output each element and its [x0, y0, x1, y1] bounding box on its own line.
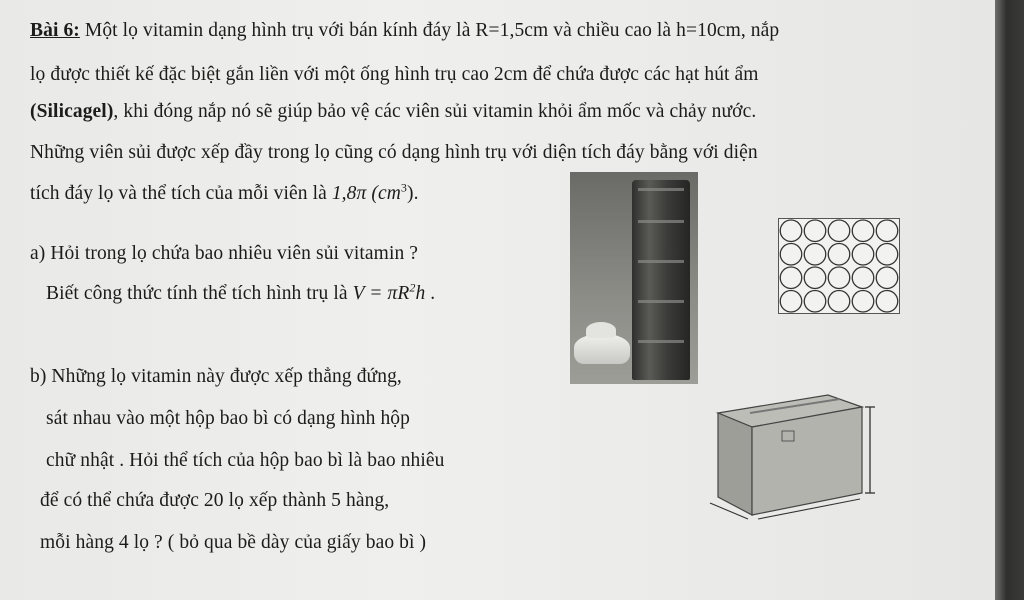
problem-title: Bài 6:: [30, 20, 80, 41]
grid-circle: [804, 291, 826, 313]
grid-circle: [852, 267, 874, 289]
grid-circle: [804, 244, 826, 266]
part-b-line-3: chữ nhật . Hỏi thể tích của hộp bao bì là bao nhiêu: [46, 450, 445, 471]
intro-line-5: tích đáy lọ và thể tích của mỗi viên là 1,8π $(cm^3)$.: [30, 180, 419, 204]
circle-grid-diagram: [778, 218, 900, 314]
page-edge-shadow: [995, 0, 1024, 600]
grid-circle: [876, 220, 898, 242]
tube-icon: [632, 180, 690, 380]
grid-circle: [828, 220, 850, 242]
grid-circle: [804, 267, 826, 289]
part-b-line-2: sát nhau vào một hộp bao bì có dạng hình hộp: [46, 408, 411, 429]
grid-circle: [780, 220, 802, 242]
part-b-line-1: b) Những lọ vitamin này được xếp thẳng đứng,: [30, 366, 402, 387]
grid-circle: [828, 244, 850, 266]
silicagel-term: (Silicagel): [30, 101, 114, 122]
grid-circle: [876, 267, 898, 289]
grid-circle: [876, 291, 898, 313]
grid-circle: [780, 267, 802, 289]
grid-circle: [828, 267, 850, 289]
pill-volume: 1,8π (cm: [331, 183, 401, 204]
intro-line-3: (Silicagel), khi đóng nắp nó sẽ giúp bảo vệ các viên sủi vitamin khỏi ẩm mốc và chảy nước.: [30, 101, 757, 122]
cylinder-formula: $V = \pi R^2h$: [352, 280, 426, 304]
tube-lid-icon: [574, 322, 630, 366]
part-a-question: a) Hỏi trong lọ chứa bao nhiêu viên sủi vitamin ?: [30, 243, 419, 264]
intro-line-2: lọ được thiết kế đặc biệt gắn liền với một ống hình trụ cao 2cm để chứa được các hạt hút ẩm: [30, 64, 759, 85]
grid-circle: [852, 244, 874, 266]
grid-circle: [852, 291, 874, 313]
vitamin-tube-photo: [570, 172, 698, 384]
grid-circle: [852, 220, 874, 242]
part-a-hint: Biết công thức tính thể tích hình trụ là $V = \pi R^2h$ .: [46, 280, 436, 304]
intro-line-1: Bài 6: Một lọ vitamin dạng hình trụ với bán kính đáy là R=1,5cm và chiều cao là h=10cm, nắp: [30, 20, 780, 41]
grid-circle: [780, 244, 802, 266]
box-icon: [700, 385, 890, 520]
grid-circle: [828, 291, 850, 313]
circle-grid-svg: [779, 219, 899, 313]
part-b-line-5: mỗi hàng 4 lọ ? ( bỏ qua bề dày của giấy bao bì ): [40, 532, 427, 553]
part-b-line-4: để có thể chứa được 20 lọ xếp thành 5 hàng,: [40, 490, 390, 511]
grid-circle: [876, 244, 898, 266]
cardboard-box-illustration: [700, 385, 890, 520]
grid-circle: [804, 220, 826, 242]
grid-circle: [780, 291, 802, 313]
intro-line-4: Những viên sủi được xếp đầy trong lọ cũng có dạng hình trụ với diện tích đáy bằng với diện: [30, 142, 758, 163]
